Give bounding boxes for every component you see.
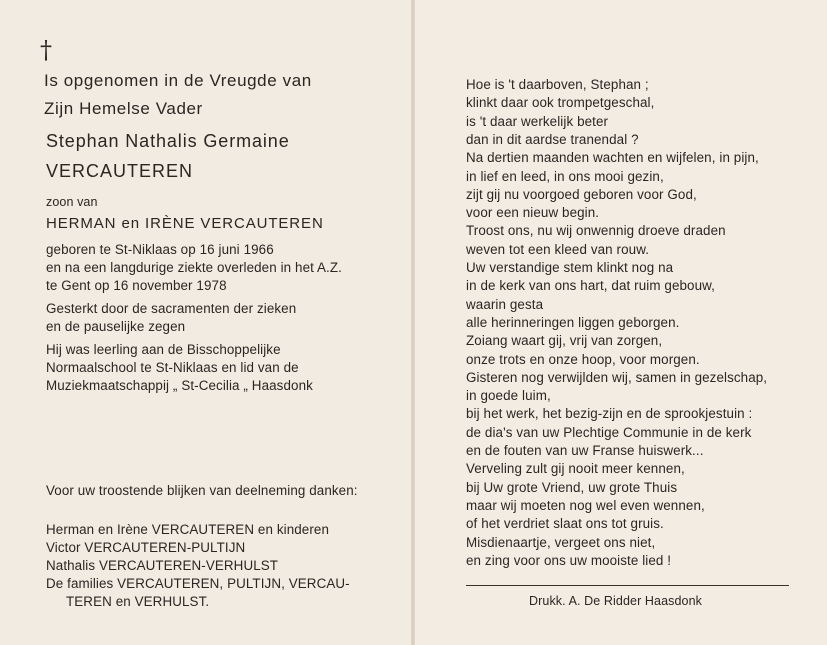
poem-line: Misdienaartje, vergeet ons niet, — [466, 534, 656, 550]
intro-line-2: Zijn Hemelse Vader — [44, 99, 203, 118]
son-of-label: zoon van — [46, 195, 98, 209]
poem-line: in goede luim, — [466, 388, 551, 404]
bio-line: Gesterkt door de sacramenten der zieken — [46, 301, 297, 316]
family-line: Herman en Irène VERCAUTEREN en kinderen — [46, 522, 329, 537]
family-line: Victor VERCAUTEREN-PULTIJN — [46, 540, 246, 555]
poem-line: zijt gij nu voorgoed geboren voor God, — [466, 186, 697, 202]
bio-line: en na een langdurige ziekte overleden in het A.Z. — [46, 260, 342, 275]
deceased-given-names: Stephan Nathalis Germaine — [46, 131, 290, 151]
poem-line: en de fouten van uw Franse huiswerk... — [466, 443, 704, 458]
bio-line: Normaalschool te St-Niklaas en lid van de — [46, 360, 299, 375]
card-fold — [411, 0, 415, 645]
poem-line: maar wij moeten nog wel even wennen, — [466, 497, 705, 513]
poem-line: de dia's van uw Plechtige Communie in de kerk — [466, 424, 752, 440]
poem-line: in lief en leed, in ons mooi gezin, — [466, 168, 664, 184]
poem-line: onze trots en onze hoop, voor morgen. — [466, 351, 700, 367]
poem-line: bij Uw grote Vriend, uw grote Thuis — [466, 479, 678, 495]
poem-line: en zing voor ons uw mooiste lied ! — [466, 552, 672, 568]
poem-line: waarin gesta — [466, 296, 544, 312]
poem-line: dan in dit aardse tranendal ? — [466, 131, 639, 147]
poem-line: klinkt daar ook trompetgeschal, — [466, 95, 655, 111]
family-line: Nathalis VERCAUTEREN-VERHULST — [46, 558, 279, 573]
poem-line: Na dertien maanden wachten en wijfelen, in pijn, — [466, 150, 759, 166]
poem-line: weven tot een kleed van rouw. — [466, 241, 650, 257]
printer-divider — [466, 585, 789, 586]
poem-line: of het verdriet slaat ons tot gruis. — [466, 516, 664, 532]
parents-names: HERMAN en IRÈNE VERCAUTEREN — [46, 215, 324, 232]
family-line: De families VERCAUTEREN, PULTIJN, VERCAU- — [46, 576, 350, 591]
bio-line: Muziekmaatschappij „ St-Cecilia „ Haasdonk — [46, 378, 313, 393]
intro-line-1: Is opgenomen in de Vreugde van — [44, 71, 312, 90]
poem-line: bij het werk, het bezig-zijn en de sprookjestuin : — [466, 406, 753, 422]
poem-line: voor een nieuw begin. — [466, 205, 600, 221]
poem-line: Verveling zult gij nooit meer kennen, — [466, 461, 685, 477]
cross-icon: † — [40, 36, 52, 64]
poem-line: Troost ons, nu wij onwennig droeve draden — [466, 223, 726, 239]
bio-line: te Gent op 16 november 1978 — [46, 278, 227, 293]
poem-line: in de kerk van ons hart, dat ruim gebouw, — [466, 278, 715, 294]
bio-line: Hij was leerling aan de Bisschoppelijke — [46, 342, 281, 357]
poem-line: Uw verstandige stem klinkt nog na — [466, 260, 674, 275]
deceased-surname: VERCAUTEREN — [46, 161, 194, 181]
poem-line: Gisteren nog verwijlden wij, samen in gezelschap, — [466, 369, 768, 385]
bio-line: geboren te St-Niklaas op 16 juni 1966 — [46, 242, 274, 257]
poem-line: Hoe is 't daarboven, Stephan ; — [466, 77, 649, 92]
family-line: TEREN en VERHULST. — [66, 594, 210, 609]
poem-line: Zoiang waart gij, vrij van zorgen, — [466, 333, 663, 349]
poem-line: alle herinneringen liggen geborgen. — [466, 314, 680, 330]
bio-line: en de pauselijke zegen — [46, 319, 186, 334]
poem-line: is 't daar werkelijk beter — [466, 113, 609, 129]
printer-credit: Drukk. A. De Ridder Haasdonk — [529, 594, 703, 608]
thanks-intro: Voor uw troostende blijken van deelneming danken: — [46, 483, 358, 498]
